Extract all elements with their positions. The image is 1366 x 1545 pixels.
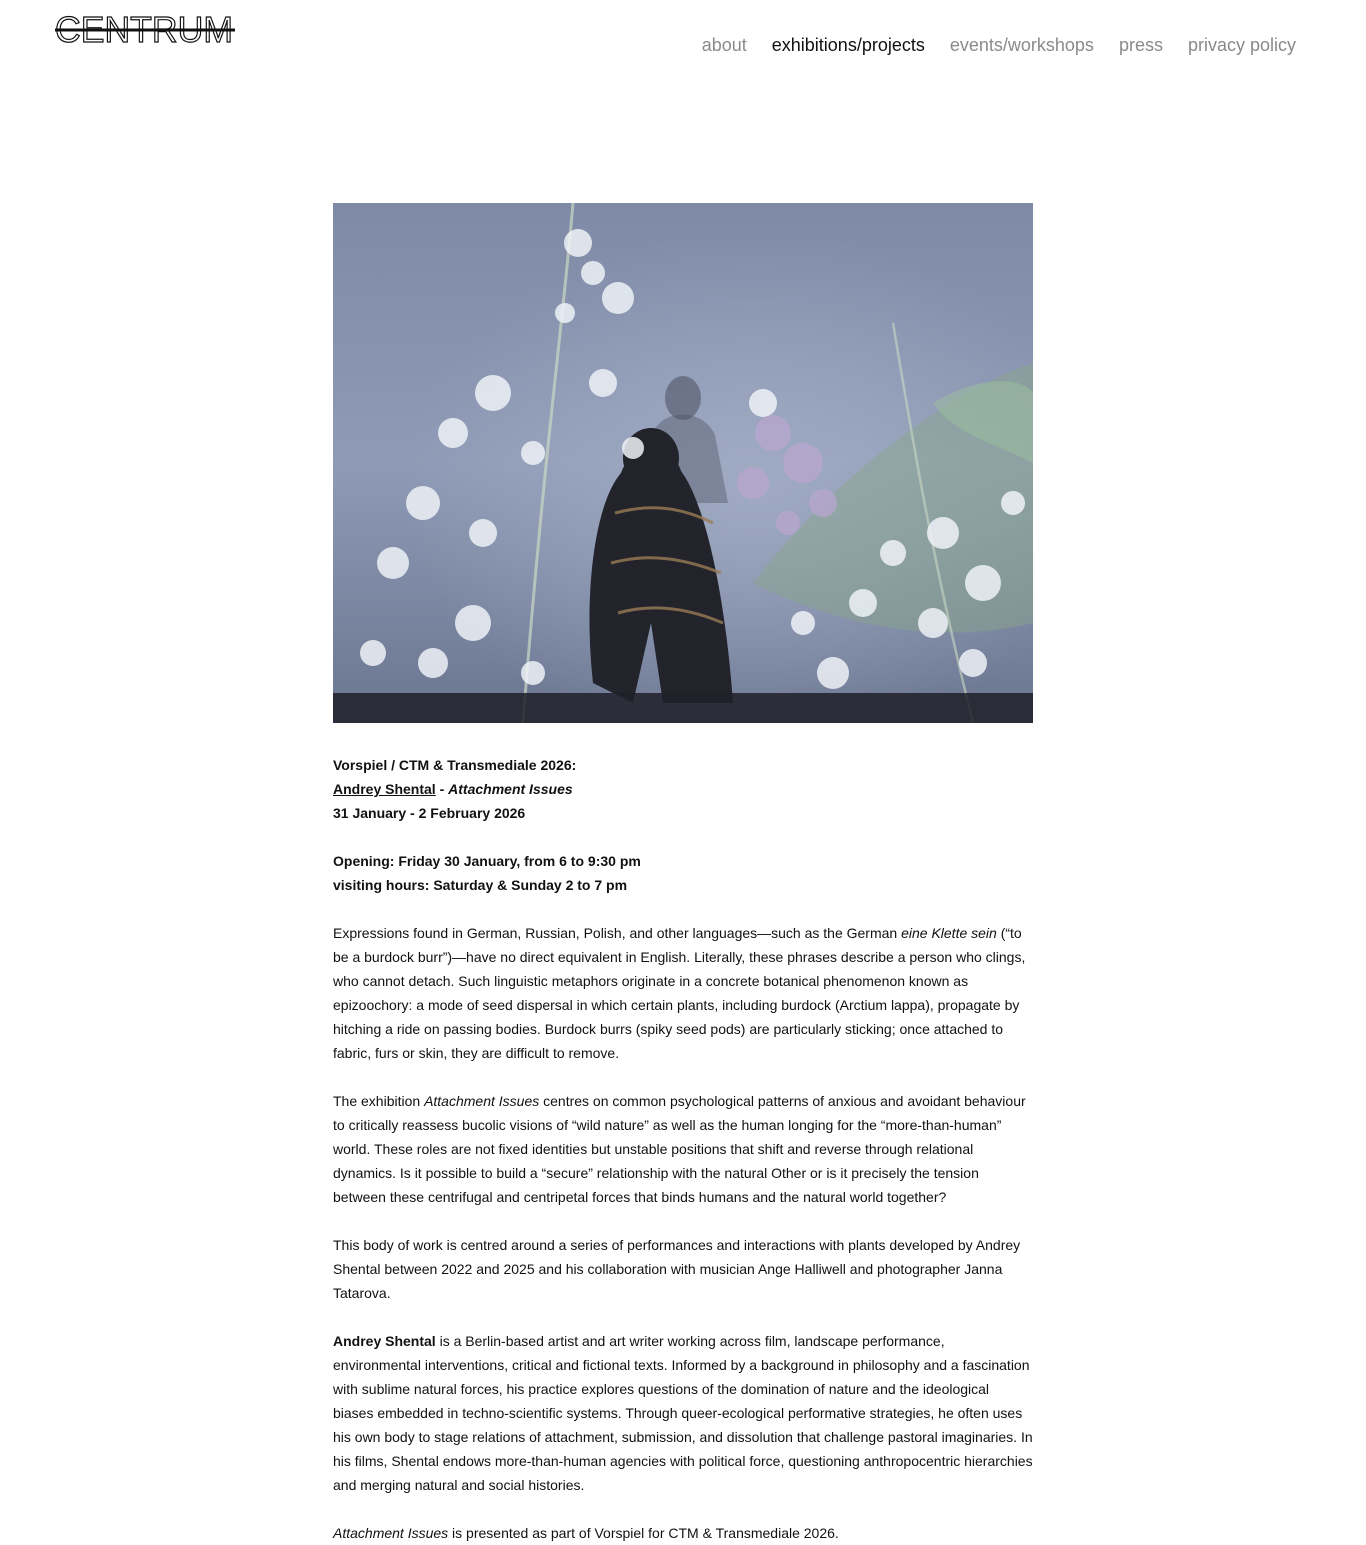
- exhibition-dates: 31 January - 2 February 2026: [333, 805, 526, 821]
- nav-exhibitions-projects[interactable]: exhibitions/projects: [771, 35, 925, 55]
- artist-bio-text: is a Berlin-based artist and art writer working across film, landscape performance, environmental interventions, critical and fictional texts. Informed by a background in philosophy and a fascination with sublime natural forces, his practice explores questions of the domination of nature and the ideological biases embedded in techno-scientific systems. Through queer-ecological performative strategies, he often uses his own body to stage relations of attachment, submission, and dissolution that challenge pastoral imaginaries. In his films, Shental endows more-than-human agencies with political force, questioning anthropocentric hierarchies and merging natural and social histories.: [333, 1333, 1033, 1493]
- article: [333, 203, 1033, 1545]
- event-series-line: Vorspiel / CTM & Transmediale 2026:: [333, 757, 577, 773]
- nav-press[interactable]: press: [1118, 35, 1163, 55]
- presentation-note: [333, 1521, 1033, 1545]
- exhibition-heading: [333, 753, 1033, 825]
- artist-bio: [333, 1329, 1033, 1497]
- exhibition-title: Attachment Issues: [448, 781, 573, 797]
- schedule: [333, 849, 1033, 897]
- nav-about[interactable]: about: [701, 35, 747, 55]
- artist-bio-name: Andrey Shental: [333, 1333, 436, 1349]
- paragraph-1-emphasis: eine Klette sein: [901, 925, 997, 941]
- paragraph-1-text-a: Expressions found in German, Russian, Polish, and other languages—such as the German: [333, 925, 902, 941]
- paragraph-2: [333, 1089, 1033, 1209]
- article-body: [333, 753, 1033, 1545]
- centrum-logo[interactable]: [53, 10, 237, 48]
- artist-link[interactable]: Andrey Shental: [333, 781, 436, 797]
- paragraph-2-text-a: The exhibition: [333, 1093, 425, 1109]
- main-nav: [702, 33, 1296, 57]
- nav-privacy-policy[interactable]: privacy policy: [1187, 35, 1296, 55]
- visiting-hours: visiting hours: Saturday & Sunday 2 to 7 pm: [333, 877, 628, 893]
- presentation-note-text: is presented as part of Vorspiel for CTM & Transmediale 2026.: [448, 1525, 839, 1541]
- paragraph-2-emphasis: Attachment Issues: [424, 1093, 540, 1109]
- paragraph-1-text-b: (“to be a burdock burr”)—have no direct equivalent in English. Literally, these phrases describe a person who clings, who cannot detach. Such linguistic metaphors originate in a concrete botanical phenomenon known as epizoochory: a mode of seed dispersal in which certain plants, including burdock (Arctium lappa), propagate by hitching a ride on passing bodies. Burdock burrs (spiky seed pods) are particularly sticking; once attached to fabric, furs or skin, they are difficult to remove.: [333, 925, 1026, 1061]
- opening-time: Opening: Friday 30 January, from 6 to 9:30 pm: [333, 853, 641, 869]
- paragraph-2-text-b: centres on common psychological patterns of anxious and avoidant behaviour to critically reassess bucolic visions of “wild nature” as well as the human longing for the “more-than-human” world. These roles are not fixed identities but unstable positions that shift and reverse through relational dynamics. Is it possible to build a “secure” relationship with the natural Other or is it precisely the tension between these centrifugal and centripetal forces that binds humans and the natural world together?: [333, 1093, 1026, 1205]
- paragraph-3: This body of work is centred around a series of performances and interactions with plants developed by Andrey Shental between 2022 and 2025 and his collaboration with musician Ange Halliwell and photographer Janna Tatarova.: [333, 1237, 1021, 1301]
- exhibition-hero-image: [333, 203, 1033, 723]
- heading-separator: -: [435, 781, 449, 797]
- logo-wordmark: CENTRUM: [55, 10, 233, 48]
- paragraph-1: [333, 921, 1033, 1065]
- nav-events-workshops[interactable]: events/workshops: [949, 35, 1094, 55]
- presentation-note-title: Attachment Issues: [333, 1525, 449, 1541]
